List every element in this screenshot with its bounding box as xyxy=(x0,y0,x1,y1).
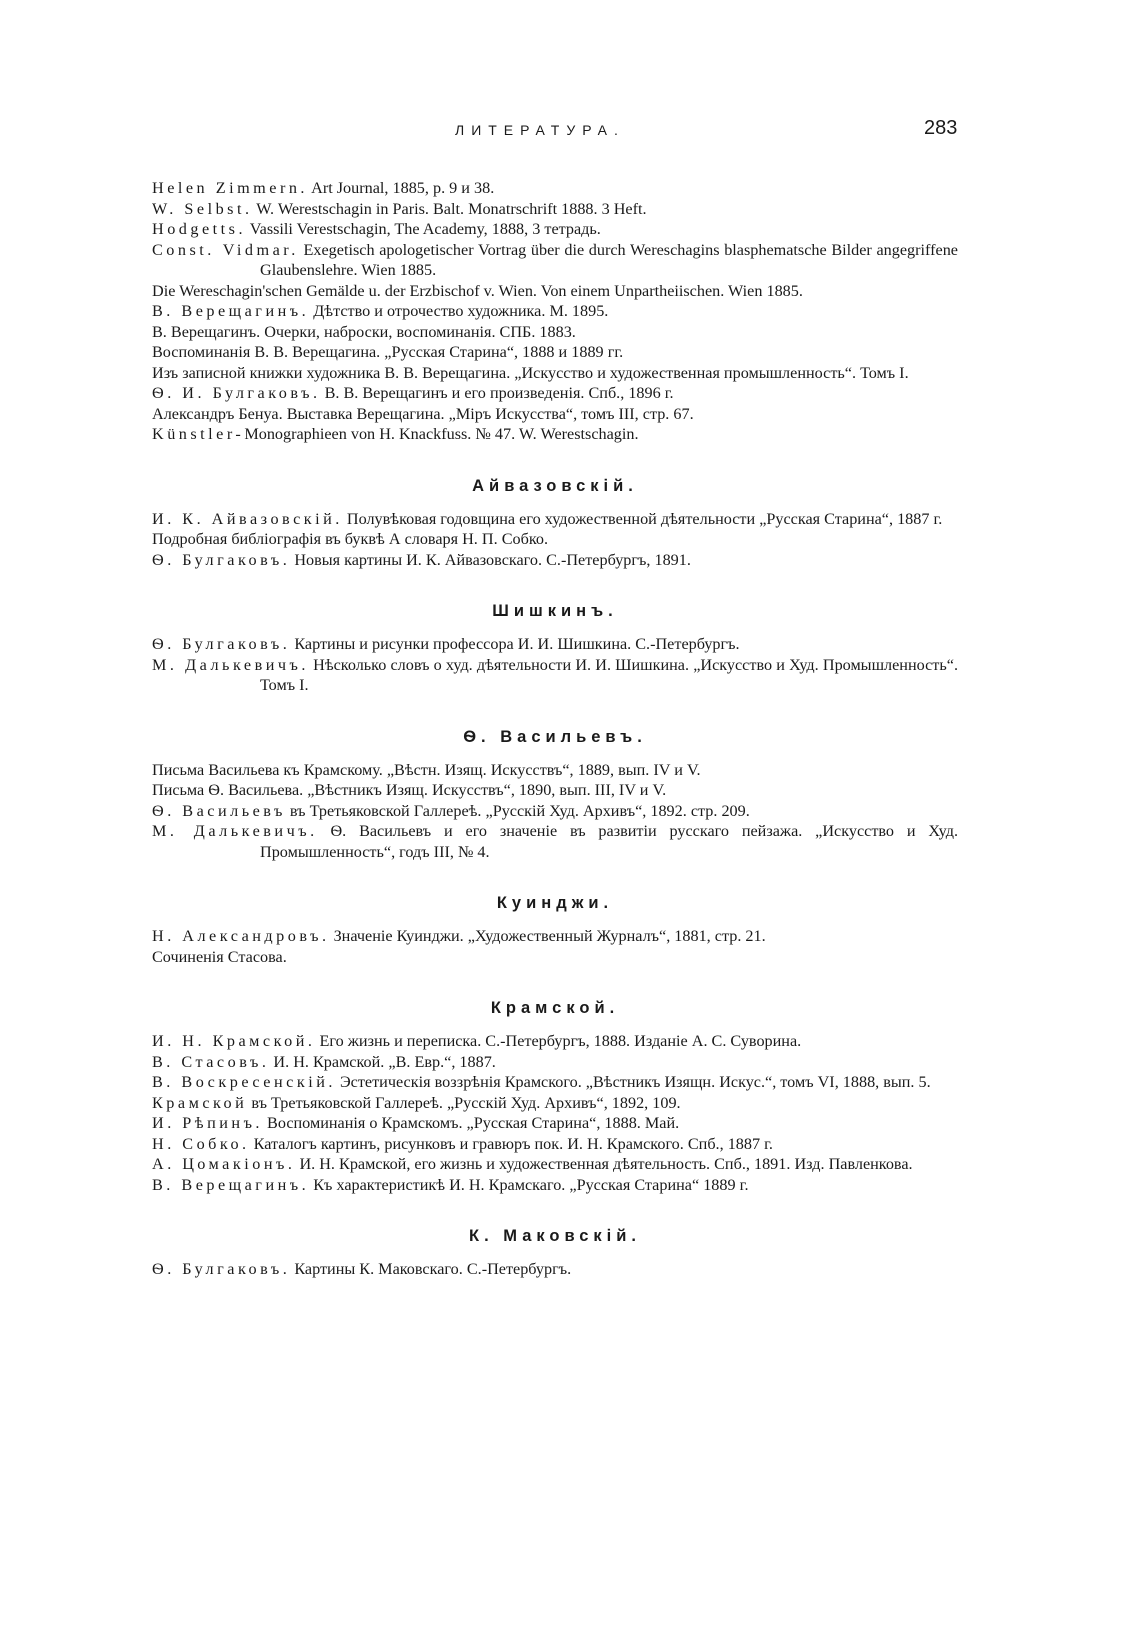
entry-text: въ Третьяковской Галлереѣ. „Русскій Худ. Архивъ“, 1892. стр. 209. xyxy=(285,801,750,820)
bibliography-entry xyxy=(152,1134,958,1155)
entry-author: В. Воскресенскій. xyxy=(152,1073,336,1091)
entry-text: Эстетическія воззрѣнія Крамского. „Вѣстникъ Изящн. Искус.“, томъ VI, 1888, вып. 5. xyxy=(335,1073,931,1091)
running-title: ЛИТЕРАТУРА. xyxy=(455,122,625,138)
entry-author: М. Далькевичъ. xyxy=(152,822,318,840)
entry-author: И. К. Айвазовскій. xyxy=(152,509,343,528)
entry-author: Const. Vidmar. xyxy=(152,240,299,259)
bibliography-entry xyxy=(152,1031,958,1052)
bibliography-entry xyxy=(152,404,958,425)
bibliography-entry xyxy=(152,281,958,302)
bibliography-entry xyxy=(152,240,958,281)
bibliography-entry xyxy=(152,1093,958,1114)
entry-text: Воспоминанія В. В. Верещагина. „Русская Старина“, 1888 и 1889 гг. xyxy=(152,343,624,361)
entry-text: В. Верещагинъ. Очерки, наброски, воспоминанія. СПБ. 1883. xyxy=(152,322,576,341)
entry-text: И. Н. Крамской. „В. Евр.“, 1887. xyxy=(269,1052,496,1071)
entry-author: Ѳ. Булгаковъ. xyxy=(152,1260,291,1278)
section-heading: Ѳ. Васильевъ. xyxy=(463,727,647,746)
bibliography-entry xyxy=(152,363,958,384)
bibliography-entry xyxy=(152,780,958,801)
bibliography-entry xyxy=(152,178,958,199)
bibliography-entry xyxy=(152,801,958,822)
bibliography-entry xyxy=(152,1154,958,1175)
entry-text: Ѳ. Васильевъ и его значеніе въ развитіи русскаго пейзажа. „Искусство и Худ. Промышленность“, годъ III, № 4. xyxy=(260,822,959,861)
section-heading: Крамской. xyxy=(490,999,620,1017)
entry-text: Дѣтство и отрочество художника. М. 1895. xyxy=(309,302,609,320)
bibliography-entry xyxy=(152,1072,958,1093)
entry-author: Н. Александровъ. xyxy=(152,927,330,945)
entry-text: Сочиненія Стасова. xyxy=(152,947,287,966)
entry-text: Письма Васильева къ Крамскому. „Вѣстн. Изящ. Искусствъ“, 1889, вып. IV и V. xyxy=(152,760,701,779)
bibliography-entry xyxy=(152,342,958,363)
entry-text: Exegetisch apologetischer Vortrag über die durch Wereschagins blasphematsche Bilder angegriffene Glaubenslehre. Wien 1885. xyxy=(260,240,958,279)
entry-author: И. Н. Крамской. xyxy=(152,1032,316,1050)
bibliography-entry xyxy=(152,655,958,696)
bibliography-entry xyxy=(152,1052,958,1073)
section-heading: Шишкинъ. xyxy=(492,602,618,620)
bibliography-entry xyxy=(152,383,958,404)
entry-text: И. Н. Крамской, его жизнь и художественная дѣятельность. Спб., 1891. Изд. Павленкова. xyxy=(295,1155,913,1173)
entry-text: Die Wereschagin'schen Gemälde u. der Erzbischof v. Wien. Von einem Unpartheiischen. Wien 1885. xyxy=(152,281,803,300)
bibliography-entry xyxy=(152,1175,958,1196)
entry-author: Ѳ. Булгаковъ. xyxy=(152,550,291,569)
bibliography-entry xyxy=(152,550,958,571)
entry-author: Helen Zimmern. xyxy=(152,179,308,197)
entry-text: Картины К. Маковскаго. С.-Петербургъ. xyxy=(290,1260,572,1278)
bibliography-content xyxy=(152,178,958,1280)
entry-author: Н. Собко. xyxy=(152,1134,250,1153)
entry-text: Картины и рисунки профессора И. И. Шишкина. С.-Петербургъ. xyxy=(290,635,740,653)
bibliography-entry xyxy=(152,219,958,240)
page-number: 283 xyxy=(924,117,958,139)
entry-text: Нѣсколько словъ о худ. дѣятельности И. И. Шишкина. „Искусство и Худ. Промышленность“. Томъ I. xyxy=(260,655,958,694)
bibliography-section xyxy=(152,1225,958,1280)
bibliography-entry xyxy=(152,322,958,343)
bibliography-entry xyxy=(152,424,958,445)
entry-author: W. Selbst. xyxy=(152,199,253,218)
entry-text: Подробная библіографія въ буквѣ А словаря Н. П. Собко. xyxy=(152,530,548,548)
section-heading: Айвазовскій. xyxy=(472,476,638,495)
bibliography-entry xyxy=(152,1259,958,1280)
entry-author: Künstler- xyxy=(152,425,245,443)
bibliography-entry xyxy=(152,926,958,947)
entry-author: А. Цомакіонъ. xyxy=(152,1155,296,1173)
bibliography-entry xyxy=(152,529,958,550)
entry-text: W. Werestschagin in Paris. Balt. Monatrschrift 1888. 3 Heft. xyxy=(252,199,647,218)
bibliography-entry xyxy=(152,821,958,862)
entry-author: Ѳ. Васильевъ xyxy=(152,801,286,820)
bibliography-section xyxy=(152,600,958,696)
entry-author: В. Стасовъ. xyxy=(152,1052,270,1071)
entry-author: Ѳ. И. Булгаковъ. xyxy=(152,384,321,402)
bibliography-section xyxy=(152,997,958,1195)
entry-author: Hodgetts. xyxy=(152,220,246,238)
entry-author: И. Рѣпинъ. xyxy=(152,1114,263,1132)
section-heading: К. Маковскій. xyxy=(469,1227,641,1245)
bibliography-section xyxy=(152,475,958,571)
entry-text: Каталогъ картинъ, рисунковъ и гравюръ пок. И. Н. Крамского. Спб., 1887 г. xyxy=(249,1134,773,1153)
entry-author: М. Далькевичъ. xyxy=(152,655,309,674)
bibliography-entry xyxy=(152,760,958,781)
entry-text: Александръ Бенуа. Выставка Верещагина. „Міръ Искусства“, томъ III, стр. 67. xyxy=(152,404,694,423)
entry-text: Art Journal, 1885, p. 9 и 38. xyxy=(307,179,495,197)
entry-author: Ѳ. Булгаковъ. xyxy=(152,635,291,653)
entry-text: Vassili Verestschagin, The Academy, 1888, 3 тетрадь. xyxy=(246,220,601,238)
entry-text: Воспоминанія о Крамскомъ. „Русская Старина“, 1888. Май. xyxy=(262,1114,680,1132)
entry-text: Къ характеристикѣ И. Н. Крамскаго. „Русская Старина“ 1889 г. xyxy=(309,1175,749,1194)
bibliography-entry xyxy=(152,199,958,220)
bibliography-entry xyxy=(152,1113,958,1134)
entry-text: Monographieen von H. Knackfuss. № 47. W. Werestschagin. xyxy=(244,425,639,443)
bibliography-section xyxy=(152,892,958,967)
bibliography-entry xyxy=(152,634,958,655)
entry-text: Его жизнь и переписка. С.-Петербургъ, 1888. Изданіе А. С. Суворина. xyxy=(315,1032,802,1050)
entry-author: В. Верещагинъ. xyxy=(152,302,310,320)
bibliography-entry xyxy=(152,947,958,968)
entry-text: Письма Ѳ. Васильева. „Вѣстникъ Изящ. Искусствъ“, 1890, вып. III, IV и V. xyxy=(152,781,667,799)
bibliography-entry xyxy=(152,301,958,322)
entry-text: Полувѣковая годовщина его художественной дѣятельности „Русская Старина“, 1887 г. xyxy=(342,509,943,528)
entry-text: Значеніе Куинджи. „Художественный Журналъ“, 1881, стр. 21. xyxy=(329,927,766,945)
entry-text: Новыя картины И. К. Айвазовскаго. С.-Петербургъ, 1891. xyxy=(290,550,691,569)
running-header xyxy=(0,117,1140,148)
entry-text: Изъ записной книжки художника В. В. Верещагина. „Искусство и художественная промышленность“. Томъ I. xyxy=(152,363,909,382)
entry-text: въ Третьяковской Галлереѣ. „Русскій Худ. Архивъ“, 1892, 109. xyxy=(247,1093,681,1112)
bibliography-section xyxy=(152,178,958,445)
bibliography-entry xyxy=(152,509,958,530)
entry-author: В. Верещагинъ. xyxy=(152,1175,310,1194)
section-heading: Куинджи. xyxy=(496,894,614,912)
entry-author: Крамской xyxy=(152,1093,248,1112)
bibliography-section xyxy=(152,726,958,863)
entry-text: В. В. Верещагинъ и его произведенія. Спб., 1896 г. xyxy=(320,384,674,402)
